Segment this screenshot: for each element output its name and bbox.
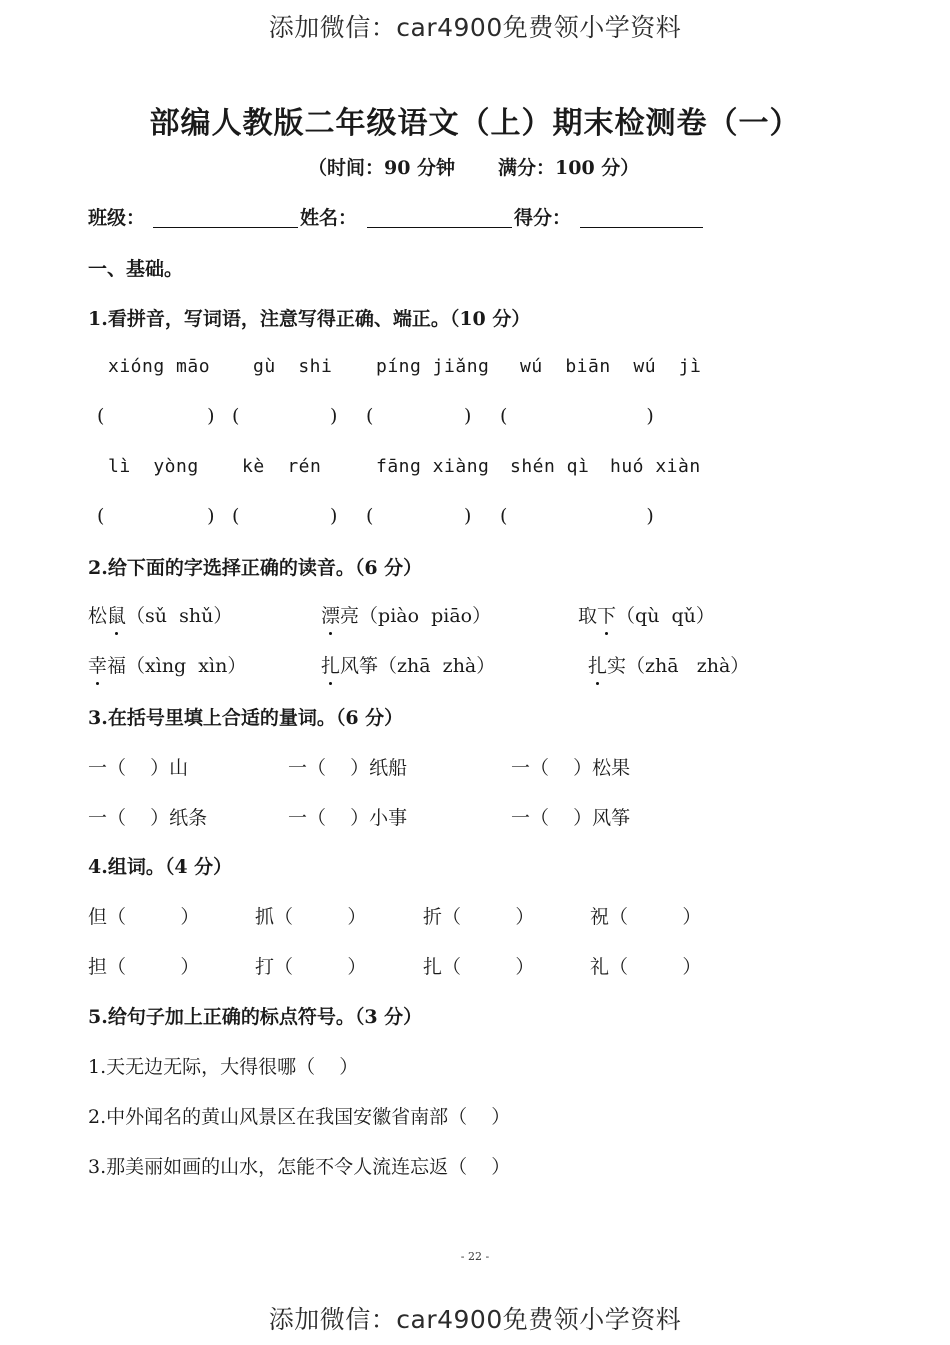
q4-heading: 4.组词。（4 分） <box>88 856 233 878</box>
word-char: 折 <box>423 906 443 928</box>
target-char: 鼠 <box>107 601 126 628</box>
pinyin-word: píng jiǎng <box>376 356 490 377</box>
measure-word-item[interactable]: 一（ ）小事 <box>288 807 408 829</box>
reading-item[interactable] <box>588 651 749 678</box>
target-char: 扎 <box>588 651 607 678</box>
top-watermark: 添加微信：car4900免费领小学资料 <box>268 13 682 42</box>
word-part: 取 <box>578 605 598 627</box>
answer-box[interactable]: ( ) <box>232 405 338 427</box>
pinyin-word: xióng māo <box>108 356 211 377</box>
score-label: 得分： <box>514 207 572 229</box>
word-char: 但 <box>88 906 108 928</box>
answer-box[interactable]: ( ) <box>366 505 472 527</box>
q1-heading: 1.看拼音，写词语，注意写得正确、端正。（10 分） <box>88 308 531 330</box>
pinyin-word: fāng xiàng <box>376 456 490 477</box>
reading-item[interactable] <box>321 651 495 678</box>
word-part: 风筝 <box>340 655 379 677</box>
q3-heading: 3.在括号里填上合适的量词。（6 分） <box>88 707 404 729</box>
word-group-item[interactable]: 扎（ ） <box>423 956 535 978</box>
word-char: 扎 <box>423 956 443 978</box>
answer-box[interactable]: ( ) <box>97 505 215 527</box>
word-part: 实 <box>607 655 627 677</box>
q2-heading: 2.给下面的字选择正确的读音。（6 分） <box>88 557 423 579</box>
pinyin-word: kè rén <box>242 456 322 477</box>
answer-box[interactable]: ( ) <box>500 505 654 527</box>
measure-word-item[interactable]: 一（ ）山 <box>88 757 189 779</box>
score-blank[interactable] <box>580 227 703 228</box>
word-group-item[interactable]: 折（ ） <box>423 906 535 928</box>
punctuation-sentence[interactable]: 3.那美丽如画的山水，怎能不令人流连忘返（ ） <box>88 1156 511 1178</box>
name-blank[interactable] <box>367 227 512 228</box>
reading-item[interactable] <box>88 651 246 678</box>
measure-word-item[interactable]: 一（ ）纸船 <box>288 757 408 779</box>
pinyin-word: wú biān wú jì <box>520 356 702 377</box>
pinyin-options: （zhā zhà） <box>626 655 750 677</box>
word-group-item[interactable]: 打（ ） <box>255 956 367 978</box>
word-part: 福 <box>107 655 127 677</box>
class-label: 班级： <box>88 207 146 229</box>
answer-box[interactable]: ( ) <box>500 405 654 427</box>
pinyin-word: huó xiàn <box>610 456 701 477</box>
target-char: 扎 <box>321 651 340 678</box>
reading-item[interactable] <box>321 601 491 628</box>
word-char: 礼 <box>590 956 610 978</box>
word-group-item[interactable]: 但（ ） <box>88 906 200 928</box>
word-part: 亮 <box>340 605 360 627</box>
exam-time: （时间：90 分钟 <box>308 157 456 179</box>
word-char: 抓 <box>255 906 275 928</box>
q5-heading: 5.给句子加上正确的标点符号。（3 分） <box>88 1006 423 1028</box>
measure-word-item[interactable]: 一（ ）风筝 <box>511 807 631 829</box>
pinyin-options: （zhā zhà） <box>378 655 496 677</box>
pinyin-options: （xìng xìn） <box>126 655 247 677</box>
reading-item[interactable] <box>88 601 232 628</box>
pinyin-word: gù shi <box>253 356 333 377</box>
target-char: 漂 <box>321 601 340 628</box>
word-part: 松 <box>88 605 108 627</box>
measure-word-item[interactable]: 一（ ）松果 <box>511 757 631 779</box>
word-char: 担 <box>88 956 108 978</box>
answer-box[interactable]: ( ) <box>232 505 338 527</box>
target-char: 下 <box>597 601 616 628</box>
pinyin-options: （piào piāo） <box>359 605 492 627</box>
word-group-item[interactable]: 礼（ ） <box>590 956 702 978</box>
measure-word-item[interactable]: 一（ ）纸条 <box>88 807 208 829</box>
bottom-watermark: 添加微信：car4900免费领小学资料 <box>268 1305 682 1334</box>
word-char: 打 <box>255 956 275 978</box>
pinyin-options: （qù qǔ） <box>616 605 715 627</box>
answer-box[interactable]: ( ) <box>366 405 472 427</box>
word-group-item[interactable]: 祝（ ） <box>590 906 702 928</box>
word-char: 祝 <box>590 906 610 928</box>
word-group-item[interactable]: 抓（ ） <box>255 906 367 928</box>
section-heading: 一、基础。 <box>88 258 184 280</box>
reading-item[interactable] <box>578 601 715 628</box>
page-title: 部编人教版二年级语文（上）期末检测卷（一） <box>149 106 801 141</box>
answer-box[interactable]: ( ) <box>97 405 215 427</box>
name-label: 姓名： <box>300 207 358 229</box>
class-blank[interactable] <box>153 227 298 228</box>
page-number: - 22 - <box>460 1250 490 1263</box>
punctuation-sentence[interactable]: 2.中外闻名的黄山风景区在我国安徽省南部（ ） <box>88 1106 511 1128</box>
target-char: 幸 <box>88 651 107 678</box>
exam-full-score: 满分：100 分） <box>498 157 640 179</box>
pinyin-word: shén qì <box>510 456 590 477</box>
punctuation-sentence[interactable]: 1.天无边无际，大得很哪（ ） <box>88 1056 359 1078</box>
word-group-item[interactable]: 担（ ） <box>88 956 200 978</box>
pinyin-options: （sǔ shǔ） <box>126 605 233 627</box>
pinyin-word: lì yòng <box>108 456 199 477</box>
